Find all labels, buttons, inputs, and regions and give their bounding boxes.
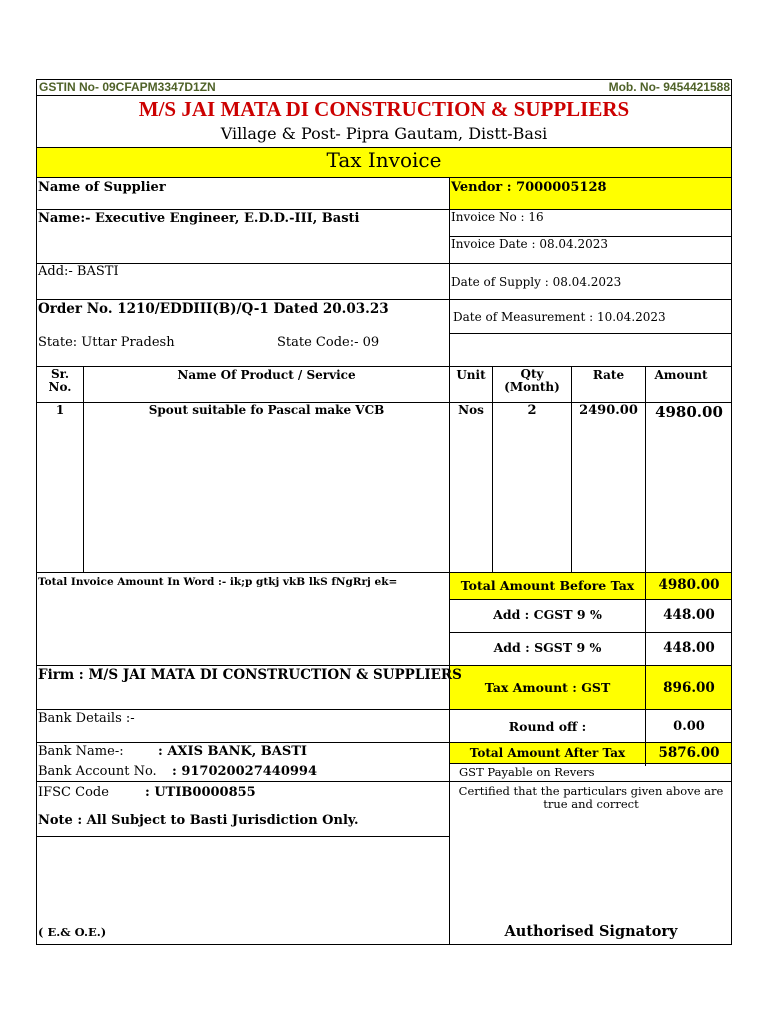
row-rate: 2490.00 [579, 403, 638, 418]
roundoff-label: Round off : [508, 719, 587, 734]
errors-omissions: ( E.& O.E.) [38, 925, 107, 939]
gst-reverse-note: GST Payable on Revers [459, 765, 595, 779]
col-header-qty: Qty (Month) [504, 367, 560, 394]
ifsc-value: : UTIB0000855 [145, 785, 256, 800]
bank-details-label: Bank Details :- [38, 711, 135, 726]
bank-name-value: : AXIS BANK, BASTI [158, 744, 308, 759]
certification-text: Certified that the particulars given above are true and correct [458, 784, 724, 811]
row-sr: 1 [55, 403, 65, 417]
bank-account-value: : 917020027440994 [172, 764, 318, 779]
state-name: State: Uttar Pradesh [38, 335, 175, 350]
col-header-amount: Amount [654, 368, 708, 382]
gst-label: Tax Amount : GST [484, 680, 611, 695]
mobile-number: Mob. No- 9454421588 [608, 80, 730, 94]
row-qty: 2 [527, 403, 537, 418]
firm-address: Village & Post- Pipra Gautam, Distt-Basi [220, 124, 548, 143]
authorised-signatory: Authorised Signatory [504, 923, 678, 940]
col-header-rate: Rate [592, 368, 625, 382]
jurisdiction-note: Note : All Subject to Basti Jurisdiction Only. [38, 813, 359, 828]
date-of-supply: Date of Supply : 08.04.2023 [451, 275, 622, 289]
sgst-label: Add : SGST 9 % [493, 640, 602, 655]
supplier-label: Name of Supplier [38, 180, 166, 195]
firm-name: Firm : M/S JAI MATA DI CONSTRUCTION & SUPPLIERS [38, 667, 462, 683]
col-header-unit: Unit [456, 368, 486, 382]
after-tax-label: Total Amount After Tax [469, 746, 626, 760]
buyer-name: Name:- Executive Engineer, E.D.D.-III, Basti [38, 211, 360, 226]
row-unit: Nos [458, 403, 484, 417]
before-tax-value: 4980.00 [658, 577, 720, 593]
gstin-number: GSTIN No- 09CFAPM3347D1ZN [39, 80, 216, 94]
invoice-number: Invoice No : 16 [451, 210, 544, 224]
after-tax-value: 5876.00 [658, 745, 720, 761]
row-amount: 4980.00 [655, 403, 723, 421]
cgst-value: 448.00 [663, 607, 715, 623]
cgst-label: Add : CGST 9 % [493, 607, 602, 622]
state-code: State Code:- 09 [277, 335, 380, 350]
order-number: Order No. 1210/EDDIII(B)/Q-1 Dated 20.03.23 [38, 301, 389, 317]
roundoff-value: 0.00 [673, 719, 705, 734]
firm-title: M/S JAI MATA DI CONSTRUCTION & SUPPLIERS [138, 97, 630, 121]
col-header-product: Name Of Product / Service [177, 368, 356, 382]
bank-account-label: Bank Account No. [38, 764, 157, 779]
bank-name-label: Bank Name-: [38, 744, 124, 759]
date-of-measurement: Date of Measurement : 10.04.2023 [453, 310, 666, 324]
row-product: Spout suitable fo Pascal make VCB [148, 403, 385, 417]
col-header-sr: Sr. No. [48, 367, 72, 394]
ifsc-label: IFSC Code [38, 785, 109, 800]
invoice-date: Invoice Date : 08.04.2023 [451, 237, 609, 251]
gst-value: 896.00 [663, 680, 715, 696]
before-tax-label: Total Amount Before Tax [460, 578, 635, 593]
buyer-address: Add:- BASTI [38, 264, 119, 279]
document-title: Tax Invoice [326, 148, 442, 172]
sgst-value: 448.00 [663, 640, 715, 656]
vendor-code: Vendor : 7000005128 [451, 180, 607, 195]
amount-in-words: Total Invoice Amount In Word :- ik;p gtkj vkB lkS fNgRrj ek= [38, 576, 398, 588]
